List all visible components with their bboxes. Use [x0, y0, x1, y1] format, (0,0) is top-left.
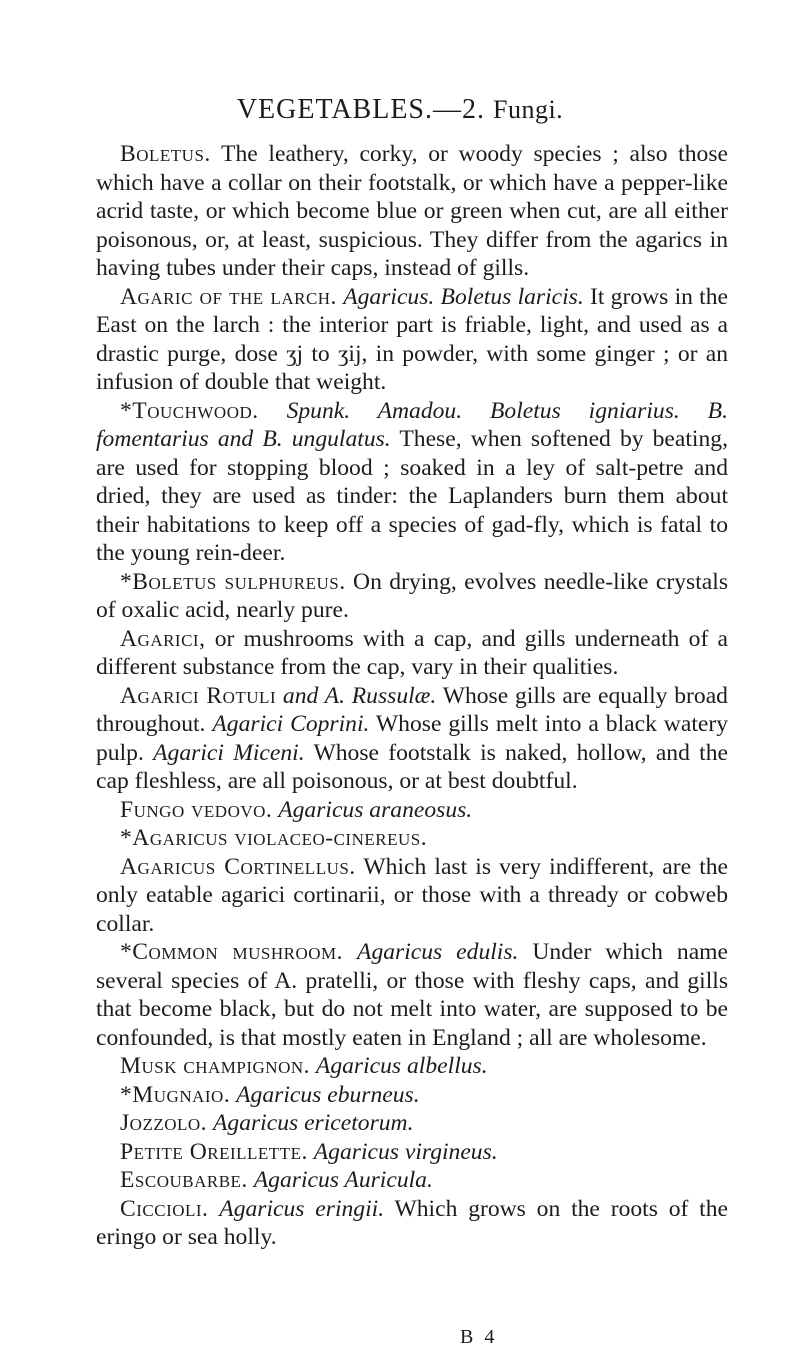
entry-head: *Touchwood.	[120, 397, 259, 424]
entry-head: Escoubarbe.	[120, 1167, 248, 1193]
entry-text: It grows in the East on the larch : the interior part is friable, light, and used as a drastic purge, dose ʒj to ʒij, in powder, with some ginger ; or an infusion of double that weight.	[96, 283, 728, 395]
entry-text: Which last is very indifferent, are the only eatable agarici cortinarii, or those with a thready or cobweb collar.	[96, 853, 729, 937]
entry-head: Agaricus Cortinellus.	[120, 853, 356, 880]
entry-latin: Agarici Coprini.	[212, 711, 370, 737]
entry-head: *Common mushroom.	[120, 939, 344, 965]
entry-latin: Agaricus araneosus.	[278, 796, 473, 823]
entry-agaricus-violaceo	[96, 824, 728, 853]
entry-petite-oreillette	[96, 1138, 728, 1167]
header-title: VEGETABLES.—2.	[236, 94, 485, 125]
entry-head: Ciccioli.	[120, 1195, 209, 1222]
entry-agaricus-cortinellus	[96, 853, 728, 939]
entry-jozzolo	[96, 1109, 728, 1138]
entry-text: The leathery, corky, or woody species ; also those which have a collar on their footstalk, or which have a pepper-like acrid taste, or which become blue or green when cut, are all either poisonous, or, at least, suspicious. They differ from the agarics in having tubes under their caps, instead of gills.	[96, 141, 728, 281]
entry-latin: Agaricus edulis.	[357, 939, 519, 965]
entry-agarici-rotuli	[96, 682, 728, 796]
entry-boletus	[96, 140, 728, 283]
entry-text: On drying, evolves needle-like crystals of oxalic acid, nearly pure.	[96, 568, 728, 623]
entry-musk-champignon	[96, 1052, 728, 1081]
entry-head: Agarici Rotuli	[120, 682, 277, 709]
entry-head: Petite Oreillette.	[120, 1138, 308, 1165]
entry-text: Under which name several species of A. pratelli, or those with fleshy caps, and gills that become black, but do not melt into water, are supposed to be confounded, is that mostly eaten in England ; all are wholesome.	[96, 939, 728, 1051]
header-subtitle: Fungi.	[493, 95, 564, 124]
entry-latin: Spunk. Amadou. Boletus igniarius. B. fomentarius and B. ungulatus.	[96, 397, 728, 452]
entry-head: *Boletus sulphureus.	[120, 568, 346, 595]
running-header	[0, 94, 800, 126]
entry-latin: Agaricus eburneus.	[236, 1081, 420, 1108]
entry-boletus-sulphureus	[96, 568, 728, 625]
entry-latin: Agarici Miceni.	[153, 739, 305, 766]
entry-head: Musk champignon.	[120, 1053, 311, 1079]
entry-ciccioli	[96, 1195, 728, 1252]
entry-latin: Agaricus virgineus.	[313, 1138, 498, 1165]
entry-head: Agaric of the larch.	[120, 283, 337, 310]
entry-common-mushroom	[96, 938, 728, 1052]
entry-touchwood	[96, 397, 728, 568]
entry-text: Whose gills melt into a black watery pulp.	[96, 711, 728, 766]
entry-latin: Agaricus ericetorum.	[212, 1110, 414, 1136]
entry-head: *Agaricus violaceo-cinereus.	[120, 825, 428, 851]
entry-text: Whose footstalk is naked, hollow, and the cap fleshless, are all poisonous, or at best doubtful.	[96, 739, 728, 794]
entry-fungo-vedovo	[96, 796, 728, 825]
entry-head: Jozzolo.	[120, 1110, 208, 1136]
entry-mugnaio	[96, 1081, 728, 1110]
entry-head: *Mugnaio.	[120, 1081, 231, 1108]
entry-head: Boletus.	[120, 141, 211, 167]
entry-text: Which grows on the roots of the eringo or sea holly.	[96, 1195, 728, 1250]
entry-escoubarbe	[96, 1166, 728, 1195]
entry-head: Agarici,	[120, 625, 206, 652]
entry-text: or mushrooms with a cap, and gills underneath of a different substance from the cap, vary in their qualities.	[96, 625, 728, 680]
entry-latin: Agaricus. Boletus laricis.	[343, 283, 584, 310]
entry-head: Fungo vedovo.	[120, 796, 273, 823]
entry-text: These, when softened by beating, are used for stopping blood ; soaked in a ley of salt-petre and dried, they are used as tinder: the Laplanders burn them about their habitations to keep off a species of gad-fly, which is fatal to the young rein-deer.	[96, 426, 728, 566]
entry-latin: Agaricus Auricula.	[253, 1167, 433, 1193]
entry-latin: Agaricus eringii.	[219, 1195, 385, 1222]
entry-latin: and A. Russulæ.	[282, 682, 437, 709]
page-body	[96, 140, 728, 1252]
entry-text: Whose gills are equally broad throughout.	[96, 682, 728, 737]
entry-latin: Agaricus albellus.	[315, 1053, 488, 1079]
signature-mark: B 4	[460, 1326, 498, 1348]
entry-agaric-larch	[96, 283, 728, 397]
entry-agarici	[96, 625, 728, 682]
